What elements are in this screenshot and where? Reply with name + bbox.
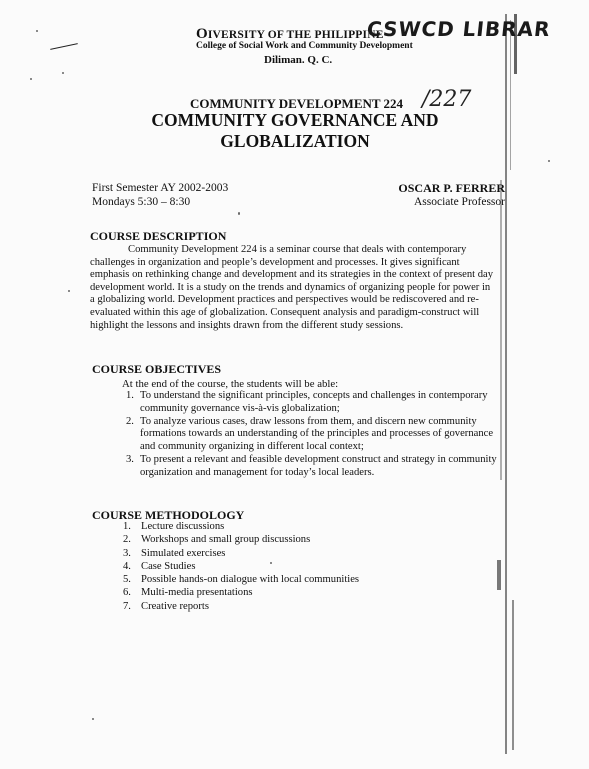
scan-edge-bar — [510, 20, 511, 170]
item-number: 1. — [123, 521, 131, 532]
item-text: Workshops and small group discussions — [141, 534, 311, 546]
item-text: Lecture discussions — [141, 521, 225, 532]
item-text: Multi-media presentations — [141, 587, 253, 599]
item-number: 2. — [123, 534, 131, 546]
item-text: To present a relevant and feasible development construct and strategy in community organization and management for today’s local leaders. — [140, 453, 497, 478]
item-text: To understand the significant principles, concepts and challenges in contemporary community governance vis-à-vis globalization; — [140, 390, 488, 414]
university-name-rest: IVERSITY OF THE PHILIPPINE — [207, 29, 384, 41]
item-text: Creative reports — [141, 600, 209, 612]
item-number: 1. — [126, 390, 134, 401]
list-item — [123, 560, 359, 573]
university-name-initial: O — [196, 26, 208, 42]
location: Diliman. Q. C. — [264, 54, 333, 66]
item-text: Simulated exercises — [141, 547, 226, 559]
course-title-line1: COMMUNITY GOVERNANCE AND — [151, 110, 439, 130]
item-number: 4. — [123, 560, 131, 572]
list-item — [123, 547, 359, 560]
item-number: 3. — [123, 547, 131, 559]
professor-name: OSCAR P. FERRER — [398, 181, 505, 195]
item-text: Possible hands-on dialogue with local communities — [141, 574, 360, 586]
scan-speck — [548, 160, 550, 162]
college-name: College of Social Work and Community Development — [196, 41, 413, 51]
objectives-heading: COURSE OBJECTIVES — [92, 362, 222, 376]
item-text: Case Studies — [141, 560, 196, 572]
list-item — [123, 573, 359, 586]
scan-speck — [68, 290, 70, 292]
description-body: Community Development 224 is a seminar course that deals with contemporary challenges in organization and people’s development and processes. It gives significant emphasis on rethinking change and development and its strategies in the context of present day development world. It is a study on the trends and dynamics of organizing people for power in a globalizing world. Development practices and perspectives would be rediscovered and re-evaluated within this age of globalization. Consequent analysis and paradigm-construct will highlight the lessons and insights drawn from the different study sessions. — [90, 244, 494, 331]
methodology-heading: COURSE METHODOLOGY — [92, 508, 245, 522]
course-number: COMMUNITY DEVELOPMENT 224 — [190, 96, 404, 111]
scan-speck — [238, 212, 240, 215]
item-number: 2. — [126, 415, 134, 427]
list-item — [123, 533, 359, 546]
list-item — [123, 600, 359, 613]
course-title-line2: GLOBALIZATION — [220, 131, 370, 151]
list-item — [123, 586, 359, 599]
scan-mark-line — [50, 43, 78, 50]
scan-edge-bar — [505, 14, 507, 754]
scan-edge-bar — [512, 600, 514, 750]
objectives-intro: At the end of the course, the students will be able: — [122, 378, 339, 390]
scan-speck — [36, 30, 38, 32]
library-stamp: CSWCD LIBRAR — [365, 17, 552, 41]
item-number: 5. — [123, 574, 131, 586]
item-text: To analyze various cases, draw lessons from them, and discern new community formations towards an understanding of the principles and processes of governance and community organizing in different local context; — [140, 415, 494, 453]
semester-schedule: Mondays 5:30 – 8:30 — [92, 196, 191, 208]
list-item — [123, 520, 359, 533]
professor-title: Associate Professor — [413, 196, 505, 208]
item-number: 7. — [123, 600, 131, 612]
semester-term: First Semester AY 2002-2003 — [92, 182, 229, 194]
list-item — [122, 390, 502, 416]
semester-info — [92, 181, 228, 209]
item-number: 6. — [123, 587, 131, 599]
handwritten-note: /227 — [422, 87, 472, 112]
scan-edge-bar — [497, 560, 501, 590]
list-item — [122, 454, 502, 480]
professor-info — [398, 181, 505, 209]
description-heading: COURSE DESCRIPTION — [90, 229, 227, 243]
item-number: 3. — [126, 453, 134, 465]
description-text — [90, 244, 494, 332]
scan-speck — [62, 72, 64, 74]
methodology-list — [123, 520, 359, 613]
list-item — [122, 416, 502, 454]
objectives-list — [122, 390, 502, 480]
course-title — [130, 110, 460, 152]
scan-speck — [30, 78, 32, 80]
scan-speck — [92, 718, 94, 720]
